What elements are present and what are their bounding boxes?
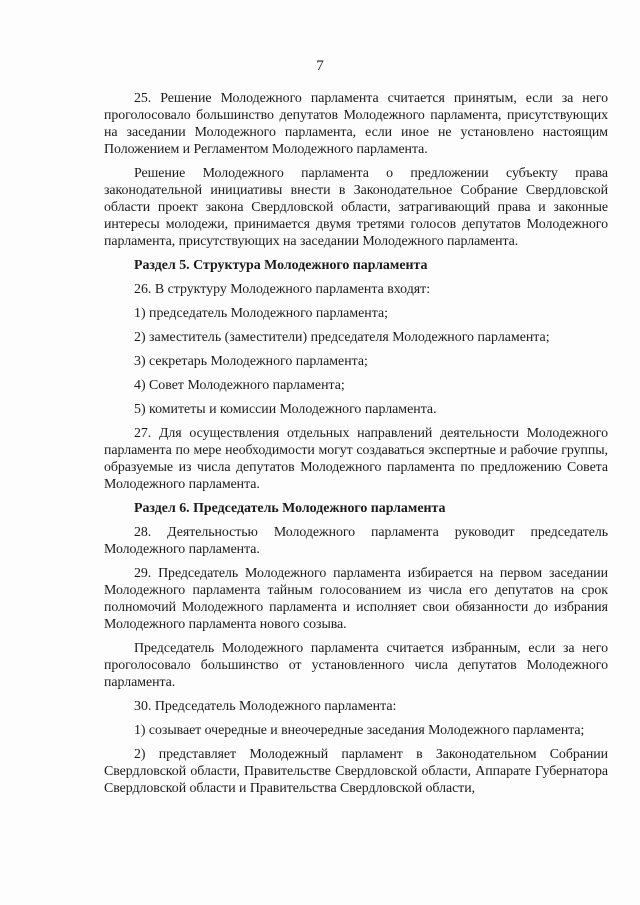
- document-body: [104, 90, 608, 804]
- paragraph-25-cont: Решение Молодежного парламента о предложении субъекту права законодательной инициативы внести в Законодательное Собрание Свердловской области проект закона Свердловской области, затрагивающий права и законные интересы молодежи, принимается двумя третями голосов депутатов Молодежного парламента, присутствующих на заседании Молодежного парламента.: [104, 166, 608, 249]
- list-item: 4) Совет Молодежного парламента;: [134, 378, 345, 393]
- paragraph-30: 30. Председатель Молодежного парламента:: [134, 699, 397, 714]
- list-item: 5) комитеты и комиссии Молодежного парламента.: [134, 402, 437, 417]
- paragraph-29: 29. Председатель Молодежного парламента избирается на первом заседании Молодежного парламента тайным голосованием из числа его депутатов на срок полномочий Молодежного парламента и исполняет свои обязанности до избрания Молодежного парламента нового созыва.: [104, 566, 608, 632]
- section-6-heading: Раздел 6. Председатель Молодежного парламента: [134, 501, 446, 516]
- paragraph-28: 28. Деятельностью Молодежного парламента руководит председатель Молодежного парламента.: [104, 525, 608, 557]
- list-item: 1) созывает очередные и внеочередные заседания Молодежного парламента;: [134, 723, 585, 738]
- list-item: 2) заместитель (заместители) председателя Молодежного парламента;: [134, 330, 550, 345]
- paragraph-27: 27. Для осуществления отдельных направлений деятельности Молодежного парламента по мере необходимости могут создаваться экспертные и рабочие группы, образуемые из числа депутатов Молодежного парламента по предложению Совета Молодежного парламента.: [104, 426, 608, 492]
- list-item: 2) представляет Молодежный парламент в Законодательном Собрании Свердловской области, Правительстве Свердловской области, Аппарате Губернатора Свердловской области и Правительства Свердловской области,: [104, 747, 608, 796]
- paragraph-26: 26. В структуру Молодежного парламента входят:: [134, 282, 431, 297]
- paragraph-29-cont: Председатель Молодежного парламента считается избранным, если за него проголосовало большинство от установленного числа депутатов Молодежного парламента.: [104, 641, 608, 690]
- list-item: 1) председатель Молодежного парламента;: [134, 306, 388, 321]
- paragraph-25: 25. Решение Молодежного парламента считается принятым, если за него проголосовало большинство депутатов Молодежного парламента, присутствующих на заседании Молодежного парламента, если иное не установлено настоящим Положением и Регламентом Молодежного парламента.: [104, 91, 608, 157]
- section-5-heading: Раздел 5. Структура Молодежного парламента: [134, 258, 428, 273]
- page-number: 7: [316, 58, 324, 74]
- list-item: 3) секретарь Молодежного парламента;: [134, 354, 368, 369]
